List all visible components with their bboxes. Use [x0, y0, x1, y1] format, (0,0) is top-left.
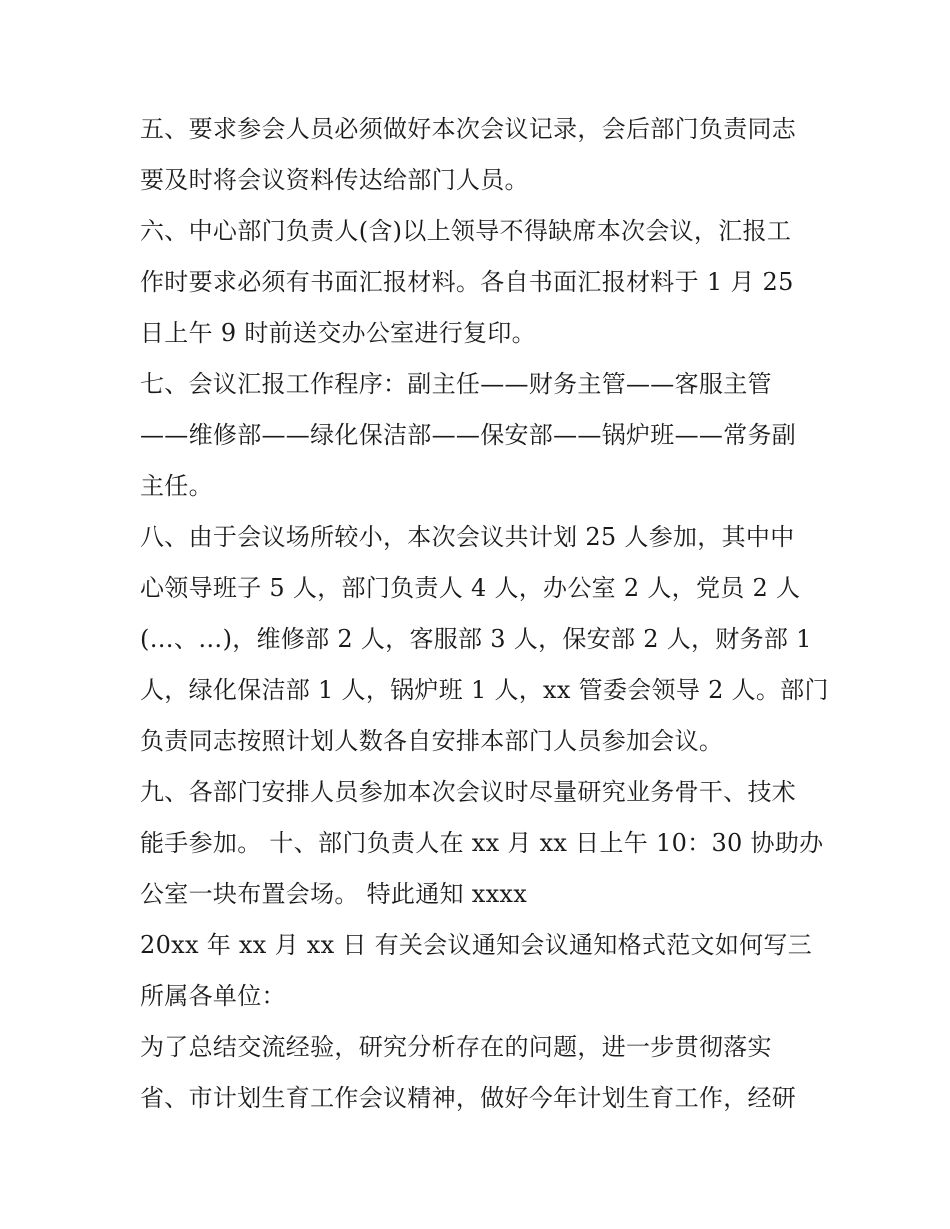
text-line: 所属各单位： [140, 982, 286, 1010]
text-line: ——维修部——绿化保洁部——保安部——锅炉班——常务副 [140, 421, 797, 449]
text-line: (…、…)，维修部 2 人，客服部 3 人，保安部 2 人，财务部 1 [140, 625, 812, 653]
text-line: 20xx 年 xx 月 xx 日 有关会议通知会议通知格式范文如何写三 [140, 931, 813, 959]
text-line: 为了总结交流经验，研究分析存在的问题，进一步贯彻落实 [140, 1033, 772, 1061]
text-line: 省、市计划生育工作会议精神，做好今年计划生育工作，经研 [140, 1084, 797, 1112]
text-line: 公室一块布置会场。 特此通知 xxxx [140, 880, 528, 908]
text-line: 主任。 [140, 472, 213, 500]
text-line: 六、中心部门负责人(含)以上领导不得缺席本次会议，汇报工 [140, 217, 792, 245]
text-line: 八、由于会议场所较小，本次会议共计划 25 人参加，其中中 [140, 523, 795, 551]
text-line: 能手参加。 十、部门负责人在 xx 月 xx 日上午 10：30 协助办 [140, 829, 824, 857]
text-line: 人，绿化保洁部 1 人，锅炉班 1 人，xx 管委会领导 2 人。部门 [140, 676, 829, 704]
text-line: 心领导班子 5 人，部门负责人 4 人，办公室 2 人，党员 2 人 [140, 574, 801, 602]
text-line: 负责同志按照计划人数各自安排本部门人员参加会议。 [140, 727, 724, 755]
text-line: 九、各部门安排人员参加本次会议时尽量研究业务骨干、技术 [140, 778, 797, 806]
text-line: 日上午 9 时前送交办公室进行复印。 [140, 319, 536, 347]
text-line: 五、要求参会人员必须做好本次会议记录，会后部门负责同志 [140, 115, 797, 143]
text-line: 要及时将会议资料传达给部门人员。 [140, 166, 529, 194]
text-line: 作时要求必须有书面汇报材料。各自书面汇报材料于 1 月 25 [140, 268, 794, 296]
text-line: 七、会议汇报工作程序：副主任——财务主管——客服主管 [140, 370, 772, 398]
